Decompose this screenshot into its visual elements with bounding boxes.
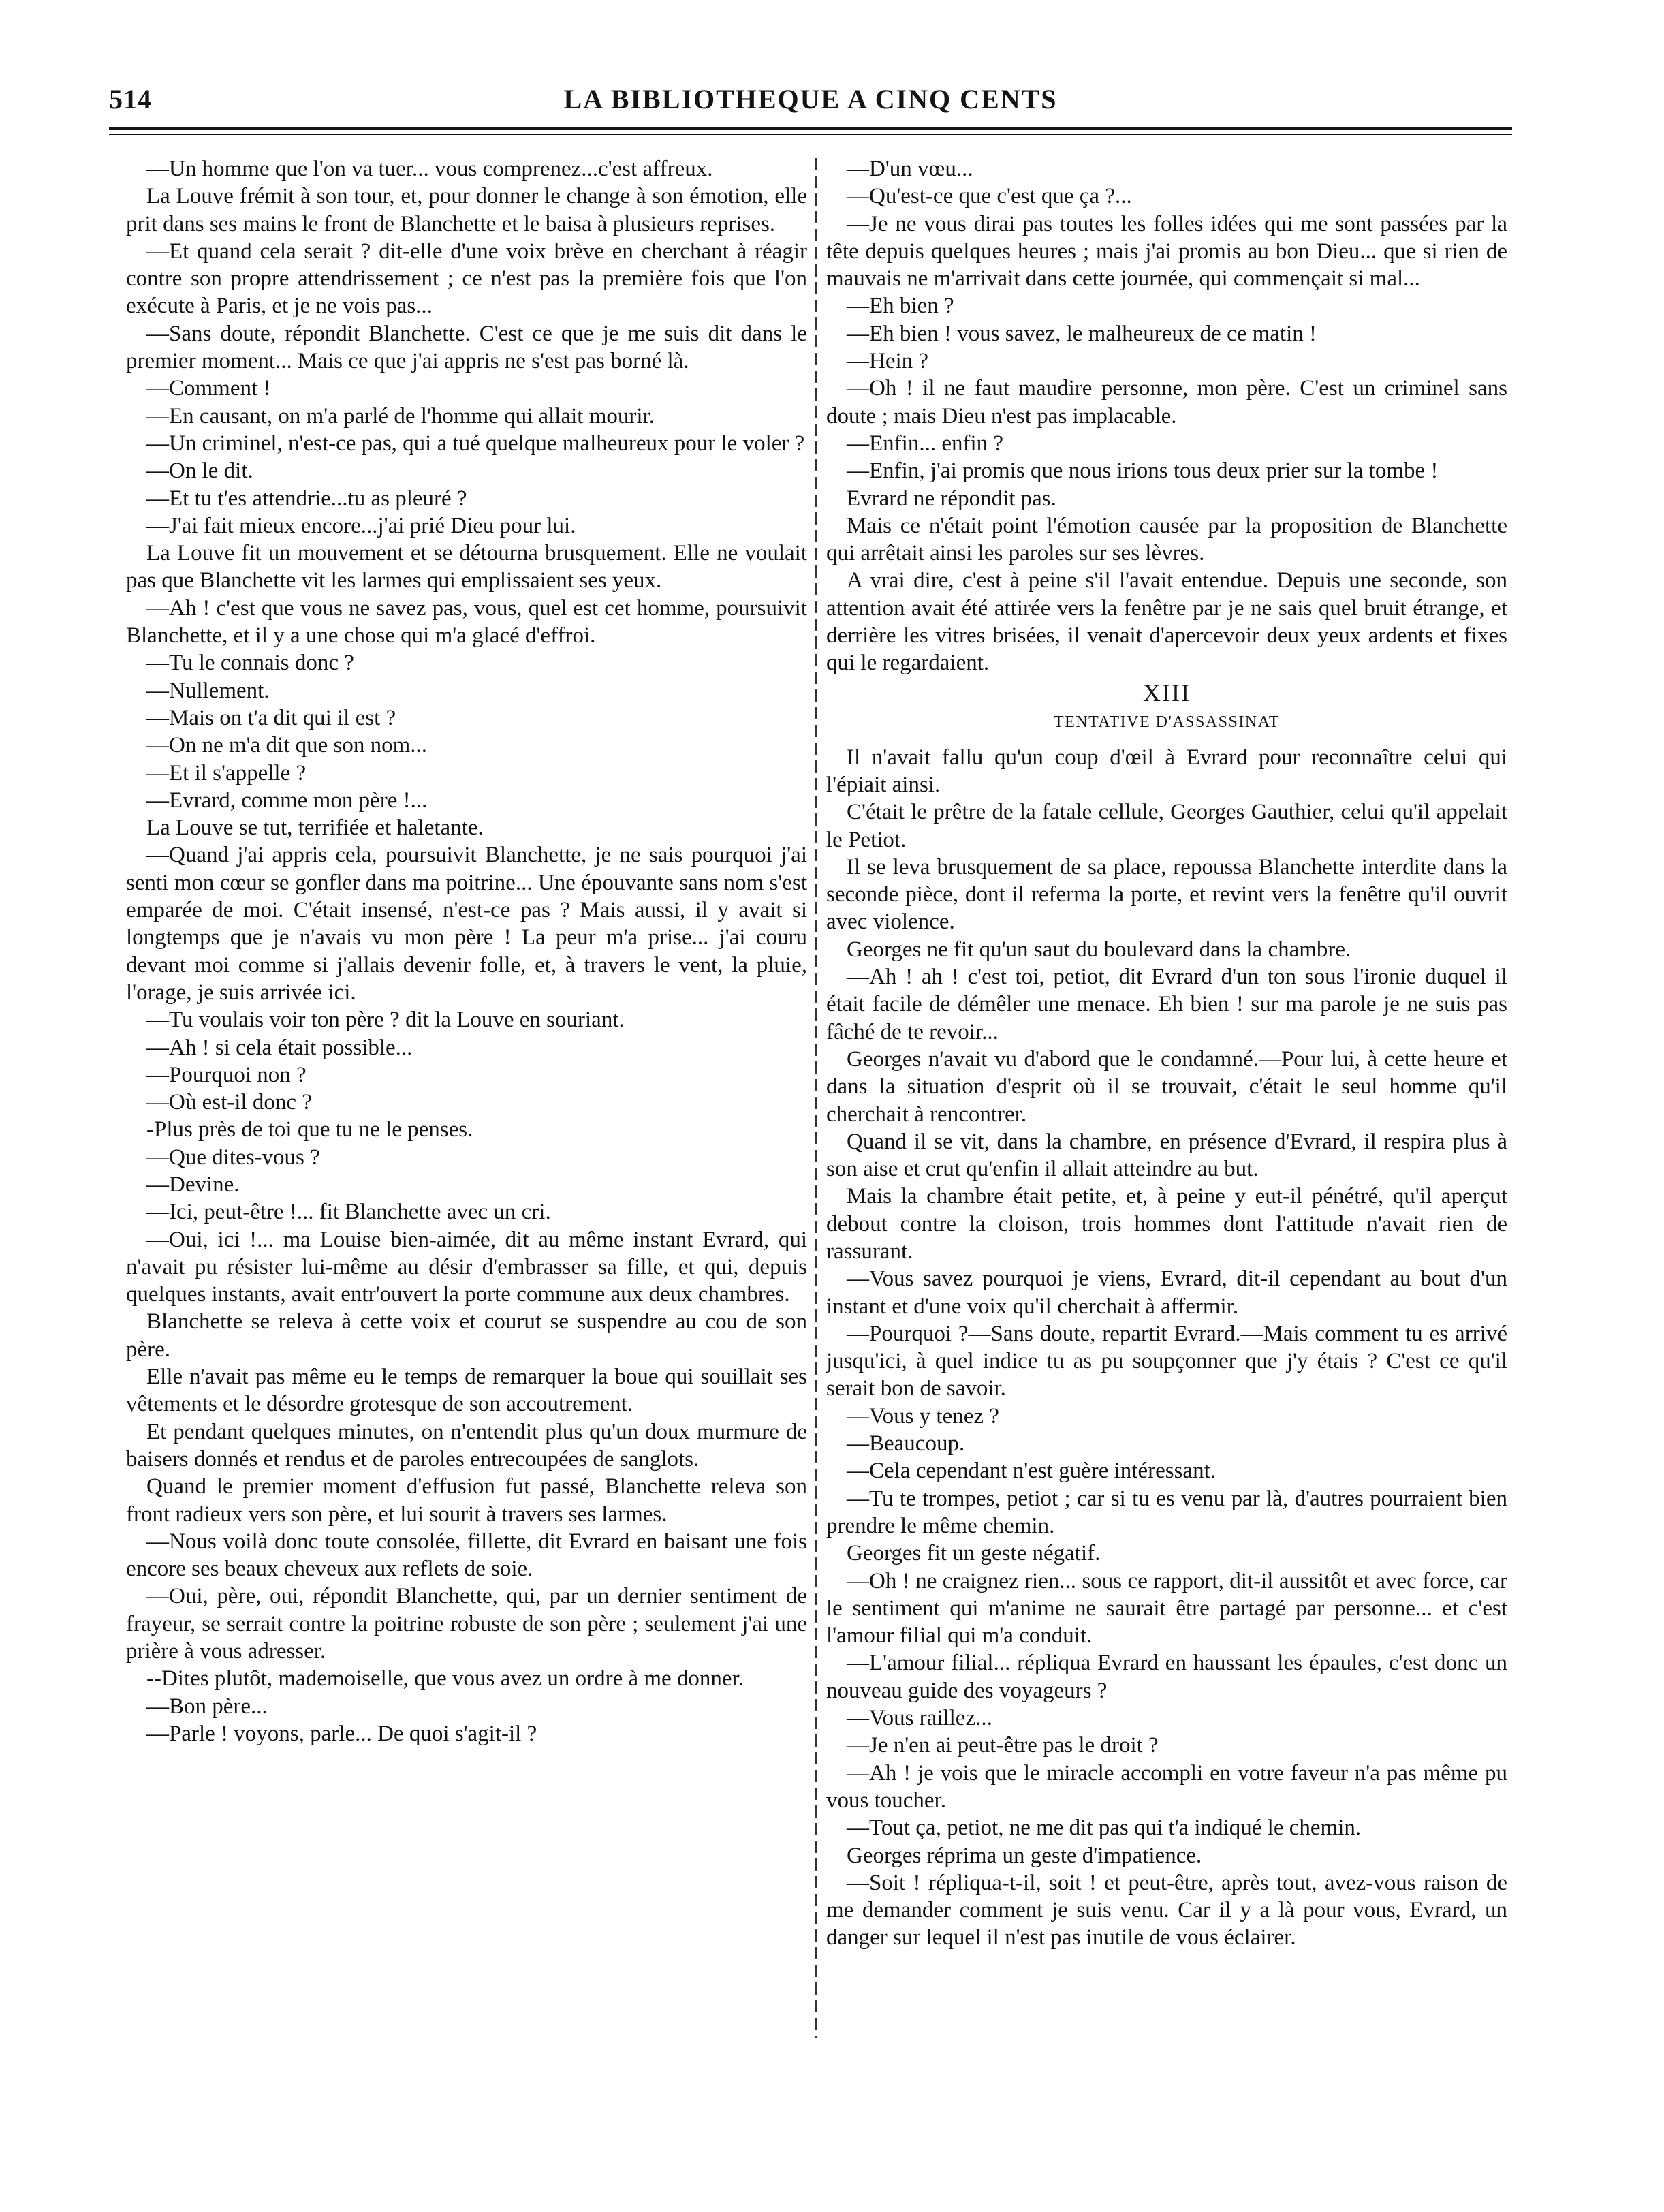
paragraph: —Cela cependant n'est guère intéressant.	[847, 1459, 1216, 1484]
left-column	[126, 155, 807, 1747]
page-number: 514	[109, 84, 152, 114]
paragraph: La Louve frémit à son tour, et, pour donner le change à son émotion, elle prit dans ses mains le front de Blanchette et le baisa à plusieurs reprises.	[126, 184, 807, 236]
paragraph: Quand le premier moment d'effusion fut passé, Blanchette releva son front radieux vers son père, et lui sourit à travers ses larmes.	[126, 1474, 807, 1527]
paragraph: —Et quand cela serait ? dit-elle d'une voix brève en cherchant à réagir contre son propre attendrissement ; ce n'est pas la première fois que l'on exécute à Paris, et je ne vois pas...	[126, 238, 807, 319]
paragraph: —Vous raillez...	[847, 1706, 992, 1731]
paragraph: —Oh ! ne craignez rien... sous ce rapport, dit-il aussitôt et avec force, car le sentiment qui m'anime ne saurait être partagé par personne... et c'est l'amour filial qui m'a conduit.	[826, 1568, 1507, 1649]
paragraph: —Ici, peut-être !... fit Blanchette avec un cri.	[146, 1200, 551, 1225]
paragraph: —Tu le connais donc ?	[146, 651, 354, 676]
paragraph: —Ah ! je vois que le miracle accompli en votre faveur n'a pas même pu vous toucher.	[826, 1760, 1507, 1813]
paragraph: Georges ne fit qu'un saut du boulevard dans la chambre.	[847, 937, 1351, 962]
paragraph: —Et il s'appelle ?	[146, 760, 307, 785]
paragraph: —Enfin, j'ai promis que nous irions tous deux prier sur la tombe !	[847, 458, 1439, 484]
paragraph: C'était le prêtre de la fatale cellule, Georges Gauthier, celui qu'il appelait le Petiot.	[826, 800, 1507, 852]
paragraph: A vrai dire, c'est à peine s'il l'avait entendue. Depuis une seconde, son attention avait été attirée vers la fenêtre par je ne sais quel bruit étrange, et derrière les vitres brisées, il venait d'apercevoir deux yeux ardents et fixes qui le regardaient.	[826, 568, 1507, 676]
paragraph: —J'ai fait mieux encore...j'ai prié Dieu pour lui.	[146, 513, 576, 538]
paragraph: —Je n'en ai peut-être pas le droit ?	[847, 1733, 1159, 1758]
paragraph: Mais ce n'était point l'émotion causée par la proposition de Blanchette qui arrêtait ainsi les paroles sur ses lèvres.	[826, 513, 1507, 566]
header-rule-thick	[109, 127, 1512, 130]
paragraph: Il se leva brusquement de sa place, repoussa Blanchette interdite dans la seconde pièce, dont il referma la porte, et revint vers la fenêtre qu'il ouvrit avec violence.	[826, 854, 1507, 935]
paragraph: La Louve se tut, terrifiée et haletante.	[146, 815, 484, 841]
paragraph: Elle n'avait pas même eu le temps de remarquer la boue qui souillait ses vêtements et le désordre grotesque de son accoutrement.	[126, 1365, 807, 1417]
paragraph: —On ne m'a dit que son nom...	[146, 733, 427, 758]
paragraph: —Oui, père, oui, répondit Blanchette, qui, par un dernier sentiment de frayeur, se serrait contre la poitrine robuste de son père ; seulement j'ai une prière à vous adresser.	[126, 1584, 807, 1664]
header-rule-thin	[109, 134, 1512, 135]
paragraph: —Vous y tenez ?	[847, 1403, 999, 1429]
paragraph: —Comment !	[146, 376, 271, 401]
paragraph: -Plus près de toi que tu ne le penses.	[146, 1117, 473, 1142]
paragraph: —Soit ! répliqua-t-il, soit ! et peut-être, après tout, avez-vous raison de me demander comment je suis venu. Car il y a là pour vous, Evrard, un danger sur lequel il n'est pas inutile de vous éclairer.	[826, 1870, 1507, 1950]
paragraph: —Qu'est-ce que c'est que ça ?...	[847, 184, 1132, 209]
right-column-after-chapter	[826, 744, 1507, 1952]
paragraph: —Ah ! si cela était possible...	[146, 1035, 413, 1060]
paragraph: Et pendant quelques minutes, on n'entendit plus qu'un doux murmure de baisers donnés et rendus et de paroles entrecoupées de sanglots.	[126, 1419, 807, 1471]
paragraph: —Pourquoi ?—Sans doute, repartit Evrard.—Mais comment tu es arrivé jusqu'ici, à quel indice tu as pu soupçonner que j'y étais ? C'est ce qu'il serait bon de savoir.	[826, 1321, 1507, 1401]
paragraph: —Nous voilà donc toute consolée, fillette, dit Evrard en baisant une fois encore ses beaux cheveux aux reflets de soie.	[126, 1529, 807, 1582]
paragraph: —Bon père...	[146, 1694, 268, 1719]
paragraph: —Devine.	[146, 1172, 240, 1197]
paragraph: —Ah ! c'est que vous ne savez pas, vous, quel est cet homme, poursuivit Blanchette, et il y a une chose qui m'a glacé d'effroi.	[126, 595, 807, 649]
paragraph: Georges fit un geste négatif.	[847, 1541, 1101, 1566]
chapter-number: XIII	[1143, 679, 1191, 706]
paragraph: —Ah ! ah ! c'est toi, petiot, dit Evrard d'un ton sous l'ironie duquel il était facile de démêler une menace. Eh bien ! sur ma parole je ne suis pas fâché de te revoir...	[826, 965, 1507, 1044]
paragraph: Il n'avait fallu qu'un coup d'œil à Evrard pour reconnaître celui qui l'épiait ainsi.	[826, 745, 1507, 797]
right-column	[826, 155, 1507, 1952]
paragraph: —Mais on t'a dit qui il est ?	[146, 705, 396, 730]
paragraph: —Enfin... enfin ?	[847, 431, 1004, 456]
column-divider	[815, 158, 817, 2038]
paragraph: —Parle ! voyons, parle... De quoi s'agit-il ?	[146, 1721, 537, 1746]
paragraph: —Quand j'ai appris cela, poursuivit Blanchette, je ne sais pourquoi j'ai senti mon cœur se gonfler dans ma poitrine... Une épouvante sans nom s'est emparée de moi. C'était insensé, n'est-ce pas ? Mais aussi, il y avait si longtemps que je n'avais vu mon père ! La peur m'a prise... j'ai couru devant moi comme si j'allais devenir folle, et, à travers le vent, la pluie, l'orage, je suis arrivée ici.	[126, 843, 807, 1005]
running-title: LA BIBLIOTHEQUE A CINQ CENTS	[563, 84, 1058, 114]
paragraph: —Sans doute, répondit Blanchette. C'est ce que je me suis dit dans le premier moment... Mais ce que j'ai appris ne s'est pas borné là.	[126, 321, 807, 374]
paragraph: —On le dit.	[146, 458, 253, 484]
paragraph: —D'un vœu...	[847, 157, 973, 181]
paragraph: —Tu voulais voir ton père ? dit la Louve en souriant.	[146, 1008, 625, 1033]
paragraph: —Beaucoup.	[847, 1431, 965, 1457]
paragraph: —Pourquoi non ?	[146, 1062, 307, 1087]
paragraph: —L'amour filial... répliqua Evrard en haussant les épaules, c'est donc un nouveau guide des voyageurs ?	[826, 1651, 1507, 1703]
paragraph: Quand il se vit, dans la chambre, en présence d'Evrard, il respira plus à son aise et crut qu'enfin il allait atteindre au but.	[826, 1129, 1507, 1182]
paragraph: —Vous savez pourquoi je viens, Evrard, dit-il cependant au bout d'un instant et d'une voix qu'il cherchait à affermir.	[826, 1266, 1507, 1319]
paragraph: —Evrard, comme mon père !...	[146, 788, 428, 813]
paragraph: —Tout ça, petiot, ne me dit pas qui t'a indiqué le chemin.	[847, 1816, 1362, 1841]
paragraph: —Hein ?	[847, 349, 929, 374]
paragraph: Blanchette se releva à cette voix et courut se suspendre au cou de son père.	[126, 1309, 807, 1362]
paragraph: —Oh ! il ne faut maudire personne, mon père. C'est un criminel sans doute ; mais Dieu n'est pas implacable.	[826, 376, 1507, 429]
paragraph: —Je ne vous dirai pas toutes les folles idées qui me sont passées par la tête depuis quelques heures ; mais j'ai promis au bon Dieu... que si rien de mauvais ne m'arrivait dans cette journée, qui commençait si mal...	[826, 211, 1507, 292]
paragraph: —Un criminel, n'est-ce pas, qui a tué quelque malheureux pour le voler ?	[146, 431, 805, 456]
paragraph: —Où est-il donc ?	[146, 1090, 312, 1115]
paragraph: —Un homme que l'on va tuer... vous comprenez...c'est affreux.	[146, 157, 713, 181]
paragraph: —En causant, on m'a parlé de l'homme qui allait mourir.	[146, 403, 655, 429]
paragraph: —Et tu t'es attendrie...tu as pleuré ?	[146, 486, 467, 511]
page-header	[109, 82, 1512, 123]
paragraph: —Nullement.	[146, 678, 270, 703]
paragraph: Georges réprima un geste d'impatience.	[847, 1843, 1202, 1868]
paragraph: —Tu te trompes, petiot ; car si tu es venu par là, d'autres pourraient bien prendre le même chemin.	[826, 1486, 1507, 1538]
paragraph: —Eh bien ! vous savez, le malheureux de ce matin !	[847, 321, 1317, 346]
chapter-title: TENTATIVE D'ASSASSINAT	[1053, 713, 1281, 731]
paragraph: —Que dites-vous ?	[146, 1144, 320, 1170]
paragraph: —Oui, ici !... ma Louise bien-aimée, dit au même instant Evrard, qui n'avait pu résister lui-même au désir d'embrasser sa fille, et qui, depuis quelques instants, avait entr'ouvert la porte commune aux deux chambres.	[126, 1227, 807, 1307]
paragraph: La Louve fit un mouvement et se détourna brusquement. Elle ne voulait pas que Blanchette vit les larmes qui emplissaient ses yeux.	[126, 541, 807, 593]
paragraph: Evrard ne répondit pas.	[847, 486, 1056, 511]
paragraph: --Dites plutôt, mademoiselle, que vous avez un ordre à me donner.	[146, 1666, 744, 1692]
paragraph: Mais la chambre était petite, et, à peine y eut-il pénétré, qu'il aperçut debout contre la cloison, trois hommes dont l'attitude n'avait rien de rassurant.	[826, 1184, 1507, 1264]
right-column-before-chapter	[826, 155, 1507, 677]
paragraph: Georges n'avait vu d'abord que le condamné.—Pour lui, à cette heure et dans la situation d'esprit où il se trouvait, c'était le seul homme qu'il cherchait à rencontrer.	[826, 1046, 1507, 1127]
paragraph: —Eh bien ?	[847, 294, 954, 319]
